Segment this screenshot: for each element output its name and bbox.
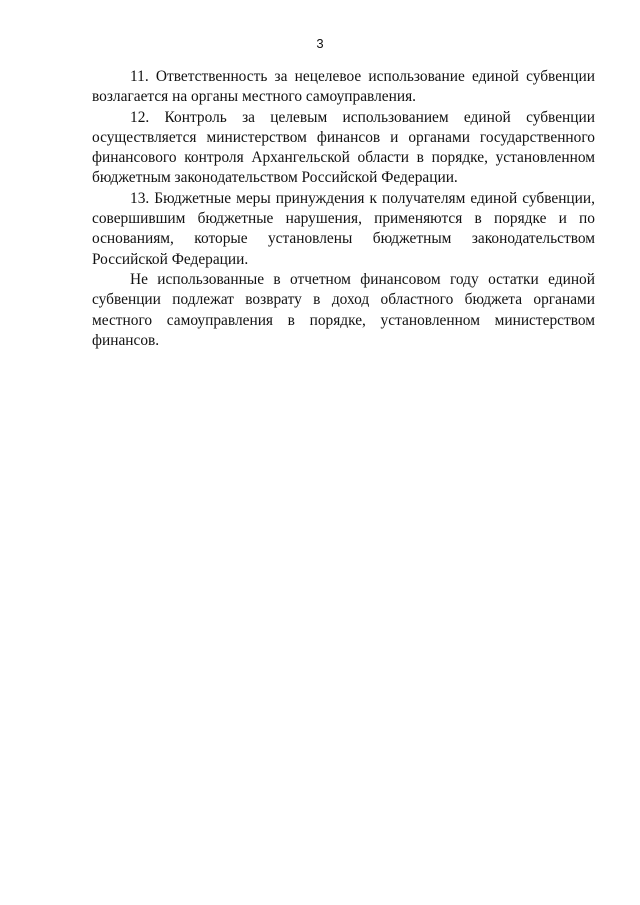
- paragraph-12: 12. Контроль за целевым использованием единой субвенции осуществляется министерством финансов и органами государственного финансового контроля Архангельской области в порядке, установленном бюджетным законодательством Российской Федерации.: [92, 108, 595, 187]
- paragraph-13: 13. Бюджетные меры принуждения к получателям единой субвенции, совершившим бюджетные нарушения, применяются в порядке и по основаниям, которые установлены бюджетным законодательством Российской Федерации.: [92, 189, 595, 268]
- page-number: 3: [316, 36, 324, 51]
- paragraph-unused-balances: Не использованные в отчетном финансовом году остатки единой субвенции подлежат возврату в доход областного бюджета органами местного самоуправления в порядке, установленном министерством финансов.: [92, 270, 595, 349]
- document-body: [92, 67, 595, 351]
- paragraph-11: 11. Ответственность за нецелевое использование единой субвенции возлагается на органы местного самоуправления.: [92, 68, 595, 106]
